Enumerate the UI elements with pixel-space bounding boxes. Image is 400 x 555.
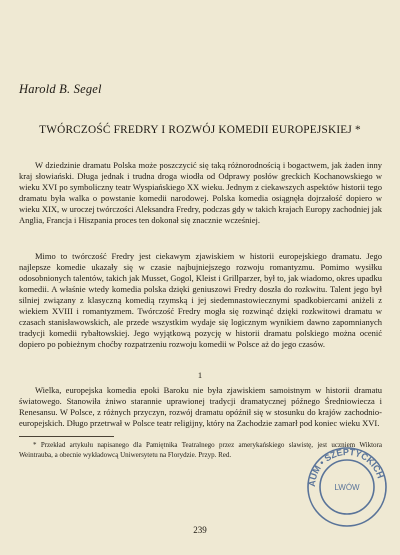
author-name: Harold B. Segel: [19, 82, 102, 96]
body-text: [19, 251, 382, 350]
paragraph: W dziedzinie dramatu Polska może poszczycić się taką różnorodnością i bogactwem, jak żaden inny kraj słowiański. Długa jednak i trudna droga wiodła od Odprawy posłów greckich Kochanowskiego w wieku XVI po symboliczny teatr Wyspiańskiego XX wieku. Jednym z ciekawszych aspektów historii tego dramatu była walka o powstanie komedii narodowej. Polska komedia osiągnęła dojrzałość dopiero w wieku XIX, w uroczej twórczości Aleksandra Fredry, podczas gdy w takich krajach Europy zachodniej jak Anglia, Francja i Hiszpania proces ten dokonał się znacznie wcześniej.: [19, 160, 382, 225]
section-number: 1: [197, 370, 203, 380]
stamp-center-text: LWÓW: [334, 483, 360, 492]
footnote-divider: [19, 436, 114, 437]
library-stamp-icon: [305, 445, 389, 529]
stamp-ring-text: AUM • SZEPTYCKICH: [306, 446, 386, 488]
footnote-text: * Przekład artykułu napisanego dla Pamiętnika Teatralnego przez amerykańskiego slawistę, jest uczniem Wiktora Weintrauba, a obecnie wykładowcą Uniwersytetu na Florydzie. Przyp. Red.: [19, 441, 382, 459]
page-number: 239: [193, 525, 207, 535]
section-body: [19, 385, 382, 429]
paragraph: Mimo to twórczość Fredry jest ciekawym zjawiskiem w historii europejskiego dramatu. Jego najlepsze komedie ukazały się w czasie najbujniejszego rozwoju romantyzmu. Pomimo wysiłku odosobnionych talentów, takich jak Musset, Gogol, Kleist i Grillparzer, był to, jak wiadomo, okres upadku komedii. A właśnie wtedy komedia polska dzięki geniuszowi Fredry doszła do rozkwitu. Talent jego był silniej związany z klasyczną komedią rzymską i jej siedemnastowiecznymi spadkobiercami aniżeli z wiekiem XVIII i romantyzmem. Twórczość Fredry mogła się rozwinąć dzięki rozkwitowi dramatu w czasach stanisławowskich, ale przede wszystkim wydaje się logicznym wynikiem dawno zapomnianych tradycji komedii rybałtowskiej. Jego wyjątkową pozycję w historii dramatu polskiego można ocenić dopiero po pobieżnym choćby rozpatrzeniu rozwoju komedii w Polsce aż do jego czasów.: [19, 251, 382, 349]
body-text: [19, 160, 382, 226]
article-title: TWÓRCZOŚĆ FREDRY I ROZWÓJ KOMEDII EUROPEJSKIEJ *: [39, 124, 361, 136]
paragraph: Wielka, europejska komedia epoki Baroku nie była zjawiskiem samoistnym w historii dramatu światowego. Stanowiła żniwo starannie uprawionej tradycji dramatycznej późnego Średniowiecza i Renesansu. W Polsce, z różnych przyczyn, rozwój dramatu opóźnił się w stosunku do krajów zachodnio-europejskich. Długo przetrwał w Polsce teatr religijny, który na Zachodzie zamarł pod koniec wieku XVI.: [19, 385, 382, 428]
